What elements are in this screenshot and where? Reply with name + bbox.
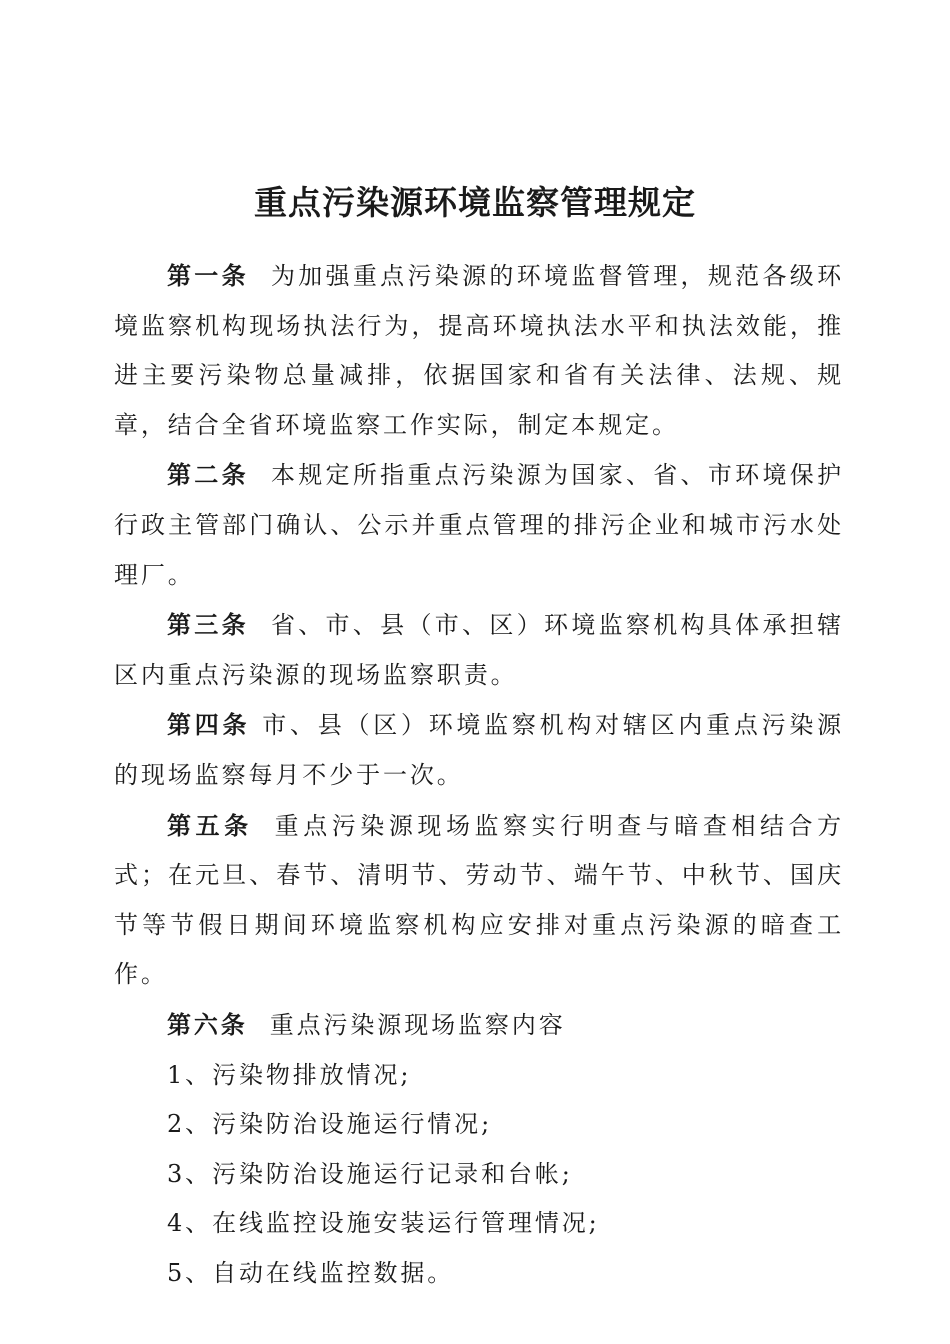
article-text: 省、市、县（市、区）环境监察机构具体承担辖区内重点污染源的现场监察职责。 — [114, 611, 845, 689]
list-item: 1、污染物排放情况; — [167, 1060, 412, 1089]
article-heading: 第三条 — [167, 610, 249, 640]
article-text: 为加强重点污染源的环境监督管理，规范各级环境监察机构现场执法行为，提高环境执法水平和执法效能，推进主要污染物总量减排，依据国家和省有关法律、法规、规章，结合全省环境监察工作实际，制定本规定。 — [114, 262, 845, 439]
article-text: 重点污染源现场监察实行明查与暗查相结合方式；在元旦、春节、清明节、劳动节、端午节、中秋节、国庆节等节假日期间环境监察机构应安排对重点污染源的暗查工作。 — [114, 811, 845, 989]
document-body — [114, 251, 844, 1298]
article-text: 市、县（区）环境监察机构对辖区内重点污染源的现场监察每月不少于一次。 — [114, 711, 844, 789]
document-title: 重点污染源环境监察管理规定 — [254, 183, 696, 222]
article-heading: 第五条 — [167, 810, 253, 840]
list-item: 4、在线监控设施安装运行管理情况; — [167, 1209, 600, 1238]
article-6 — [114, 1000, 844, 1051]
article-heading: 第六条 — [167, 1009, 248, 1039]
article-3 — [114, 600, 844, 700]
article-4 — [114, 700, 844, 800]
article-text: 重点污染源现场监察内容 — [269, 1010, 566, 1039]
article-text: 本规定所指重点污染源为国家、省、市环境保护行政主管部门确认、公示并重点管理的排污企业和城市污水处理厂。 — [114, 461, 845, 589]
article-heading: 第二条 — [167, 460, 249, 490]
article-heading: 第一条 — [167, 261, 249, 290]
list-item: 5、自动在线监控数据。 — [167, 1258, 455, 1287]
list-item: 3、污染防治设施运行记录和台帐; — [167, 1159, 573, 1188]
article-5 — [114, 801, 844, 1000]
article-1 — [114, 251, 844, 450]
list-item: 2、污染防治设施运行情况; — [167, 1110, 493, 1139]
article-2 — [114, 450, 844, 600]
article-heading: 第四条 — [167, 710, 251, 740]
